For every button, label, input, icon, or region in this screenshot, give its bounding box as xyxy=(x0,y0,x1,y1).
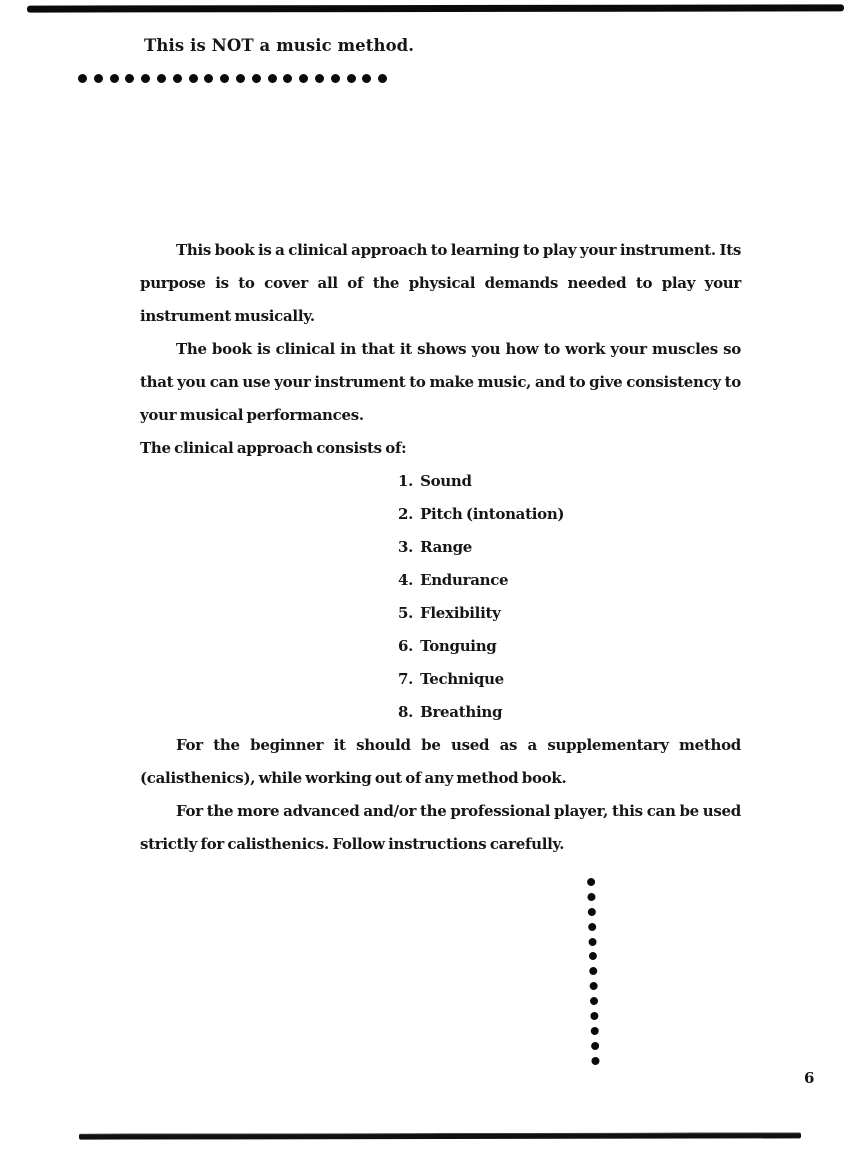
dot xyxy=(299,74,308,83)
dot xyxy=(110,74,119,83)
dot xyxy=(220,74,229,83)
list-item-number: 6. xyxy=(398,637,414,655)
list-item-label: Breathing xyxy=(420,703,503,721)
dot xyxy=(590,982,598,990)
dot xyxy=(141,74,150,83)
list-item-label: Flexibility xyxy=(420,604,501,622)
dot xyxy=(587,893,595,901)
list-item-number: 5. xyxy=(398,604,414,622)
dot xyxy=(378,74,387,83)
header-note: This is NOT a music method. xyxy=(144,36,415,55)
list-item xyxy=(398,597,741,630)
dot xyxy=(157,74,166,83)
dot xyxy=(236,74,245,83)
dot xyxy=(589,967,597,975)
dot xyxy=(588,908,596,916)
dot xyxy=(204,74,213,83)
paragraphs-top xyxy=(140,234,741,465)
list-item xyxy=(398,564,741,597)
list-item xyxy=(398,531,741,564)
dot xyxy=(588,937,596,945)
list-item xyxy=(398,498,741,531)
scan-artifact-bar-bottom xyxy=(79,1132,801,1139)
dot xyxy=(588,923,596,931)
dot xyxy=(591,1057,599,1065)
dot xyxy=(94,74,103,83)
list-item-label: Range xyxy=(420,538,473,556)
list-item-number: 4. xyxy=(398,571,414,589)
dot xyxy=(173,74,182,83)
paragraph: The book is clinical in that it shows you how to work your muscles so that you can use your instrument to make music, and to give consistency to your musical performances. xyxy=(140,340,741,424)
dot xyxy=(590,1012,598,1020)
paragraph: For the beginner it should be used as a supplementary method (calisthenics), while working out of any method book. xyxy=(140,736,741,787)
dot xyxy=(252,74,261,83)
scan-artifact-bar-top xyxy=(27,4,844,12)
list-item xyxy=(398,465,741,498)
dot xyxy=(347,74,356,83)
dot xyxy=(315,74,324,83)
list-item-number: 7. xyxy=(398,670,414,688)
paragraph: The clinical approach consists of: xyxy=(140,439,407,457)
list-item xyxy=(398,630,741,663)
dot xyxy=(125,74,134,83)
dot xyxy=(189,74,198,83)
dot xyxy=(362,74,371,83)
body-text-block xyxy=(140,234,741,861)
dot xyxy=(590,997,598,1005)
dot xyxy=(268,74,277,83)
list-item-number: 8. xyxy=(398,703,414,721)
paragraphs-bottom xyxy=(140,729,741,861)
dot xyxy=(331,74,340,83)
dot xyxy=(587,878,595,886)
list-item-number: 1. xyxy=(398,472,414,490)
list-item xyxy=(398,696,741,729)
list-item-label: Endurance xyxy=(420,571,509,589)
list-item-label: Sound xyxy=(420,472,472,490)
list-item xyxy=(398,663,741,696)
dot xyxy=(589,952,597,960)
list-item-label: Technique xyxy=(420,670,504,688)
clinical-approach-list xyxy=(398,465,741,729)
page-number: 6 xyxy=(804,1069,815,1087)
dot xyxy=(591,1042,599,1050)
list-item-label: Tonguing xyxy=(420,637,497,655)
list-item-number: 3. xyxy=(398,538,414,556)
dot xyxy=(283,74,292,83)
paragraph: For the more advanced and/or the professional player, this can be used strictly for calisthenics. Follow instructions carefully. xyxy=(140,802,741,853)
horizontal-dotted-divider xyxy=(78,74,387,83)
paragraph: This book is a clinical approach to learning to play your instrument. Its purpose is to cover all of the physical demands needed to play your instrument musically. xyxy=(140,241,741,325)
list-item-label: Pitch (intonation) xyxy=(420,505,565,523)
dot xyxy=(591,1027,599,1035)
list-item-number: 2. xyxy=(398,505,414,523)
dot xyxy=(78,74,87,83)
vertical-dotted-divider xyxy=(587,878,600,1065)
